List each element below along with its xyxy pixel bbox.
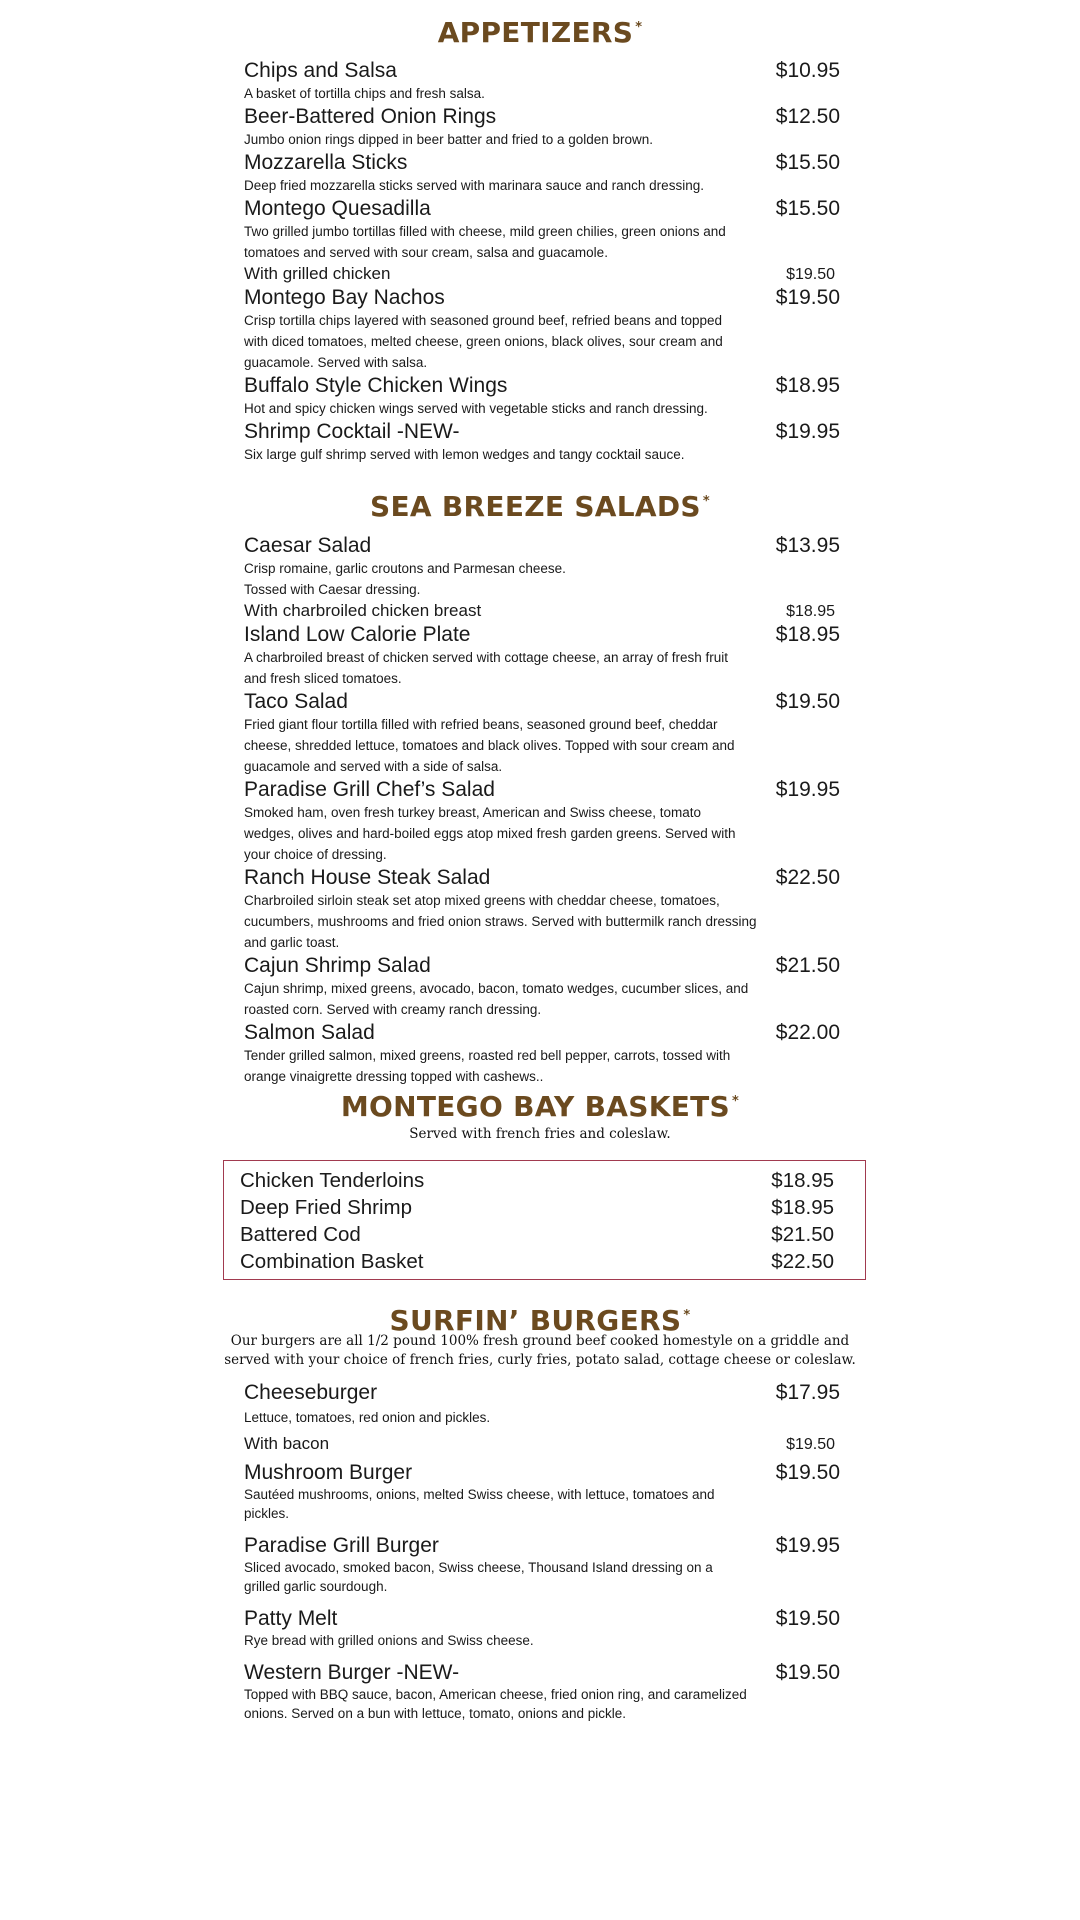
- item-price: $18.95: [771, 1169, 834, 1192]
- salads-list: [244, 533, 840, 1087]
- item-option-name: With charbroiled chicken breast: [244, 601, 482, 620]
- basket-item: [240, 1221, 834, 1248]
- baskets-title-text: MONTEGO BAY BASKETS: [340, 1090, 731, 1123]
- baskets-title: [0, 1090, 1080, 1123]
- item-name: Beer-Battered Onion Rings: [244, 105, 497, 128]
- menu-item: [244, 1660, 840, 1723]
- item-name: Salmon Salad: [244, 1021, 375, 1044]
- item-name: Island Low Calorie Plate: [244, 623, 471, 646]
- burgers-title-star: *: [683, 1308, 691, 1323]
- item-price: $19.95: [775, 778, 840, 801]
- appetizers-list: [244, 58, 840, 465]
- item-name: Combination Basket: [240, 1250, 424, 1273]
- menu-item: [244, 1533, 840, 1596]
- item-name: Taco Salad: [244, 690, 348, 713]
- basket-item: [240, 1248, 834, 1275]
- item-description: A basket of tortilla chips and fresh salsa.: [244, 86, 485, 101]
- menu-item: [244, 533, 840, 622]
- appetizers-title-star: *: [635, 20, 643, 35]
- item-name: Mushroom Burger: [244, 1461, 413, 1484]
- item-price: $19.95: [775, 420, 840, 443]
- basket-item: [240, 1194, 834, 1221]
- item-price: $10.95: [775, 59, 840, 82]
- baskets-subtitle: Served with french fries and coleslaw.: [409, 1126, 671, 1142]
- item-description: Sautéed mushrooms, onions, melted Swiss cheese, with lettuce, tomatoes and pickles.: [244, 1487, 715, 1521]
- item-option-name: With bacon: [244, 1434, 330, 1453]
- item-name: Ranch House Steak Salad: [244, 866, 491, 889]
- item-description: Hot and spicy chicken wings served with vegetable sticks and ranch dressing.: [244, 401, 708, 416]
- item-description: Deep fried mozzarella sticks served with marinara sauce and ranch dressing.: [244, 178, 704, 193]
- item-description: Lettuce, tomatoes, red onion and pickles.: [244, 1410, 491, 1425]
- salads-title: [0, 490, 1080, 523]
- item-option-price: $18.95: [786, 603, 835, 620]
- item-description: Sliced avocado, smoked bacon, Swiss cheese, Thousand Island dressing on a grilled garlic sourdough.: [244, 1560, 713, 1594]
- menu-item: [244, 285, 840, 373]
- item-price: $19.50: [775, 286, 840, 309]
- menu-item: [244, 419, 840, 465]
- item-price: $19.95: [775, 1534, 840, 1557]
- item-description: Smoked ham, oven fresh turkey breast, American and Swiss cheese, tomato wedges, olives and hard-boiled eggs atop mixed fresh garden greens. Served with your choice of dressing.: [244, 805, 736, 862]
- menu-item: [244, 373, 840, 419]
- salads-title-star: *: [702, 494, 710, 509]
- menu-item: [244, 777, 840, 865]
- item-price: $22.50: [771, 1250, 834, 1273]
- menu-item: [244, 865, 840, 953]
- burgers-list: [244, 1380, 840, 1723]
- item-name: Paradise Grill Chef’s Salad: [244, 778, 495, 801]
- menu-item: [244, 1460, 840, 1523]
- menu-item: [244, 150, 840, 196]
- item-description: Rye bread with grilled onions and Swiss cheese.: [244, 1633, 534, 1648]
- item-price: $21.50: [771, 1223, 834, 1246]
- item-price: $22.00: [775, 1021, 840, 1044]
- appetizers-title-text: APPETIZERS: [437, 16, 634, 49]
- item-description: Six large gulf shrimp served with lemon wedges and tangy cocktail sauce.: [244, 447, 685, 462]
- item-price: $12.50: [775, 105, 840, 128]
- item-price: $18.95: [771, 1196, 834, 1219]
- item-name: Caesar Salad: [244, 534, 372, 557]
- item-name: Montego Quesadilla: [244, 197, 431, 220]
- item-option-name: With grilled chicken: [244, 264, 391, 283]
- item-name: Patty Melt: [244, 1607, 338, 1630]
- item-name: Western Burger -NEW-: [244, 1661, 460, 1684]
- item-price: $13.95: [775, 534, 840, 557]
- item-description: Crisp tortilla chips layered with seasoned ground beef, refried beans and topped with diced tomatoes, melted cheese, green onions, black olives, sour cream and guacamole. Served with salsa.: [244, 313, 723, 370]
- burgers-subtitle-line: Our burgers are all 1/2 pound 100% fresh ground beef cooked homestyle on a griddle and: [230, 1333, 850, 1349]
- baskets-box: [223, 1160, 866, 1280]
- burgers-title-text: SURFIN’ BURGERS: [389, 1304, 682, 1337]
- item-price: $22.50: [775, 866, 840, 889]
- menu-item: [244, 689, 840, 777]
- item-option-price: $19.50: [786, 266, 835, 283]
- item-price: $17.95: [775, 1381, 840, 1404]
- item-description: Cajun shrimp, mixed greens, avocado, bacon, tomato wedges, cucumber slices, and roasted corn. Served with creamy ranch dressing.: [244, 981, 749, 1017]
- item-description: Tender grilled salmon, mixed greens, roasted red bell pepper, carrots, tossed with orange vinaigrette dressing topped with cashews..: [244, 1048, 731, 1084]
- item-option-price: $19.50: [786, 1436, 835, 1453]
- item-description: Fried giant flour tortilla filled with refried beans, seasoned ground beef, cheddar cheese, shredded lettuce, tomatoes and black olives. Topped with sour cream and guacamole and served with a side of salsa.: [244, 717, 735, 774]
- item-price: $21.50: [775, 954, 840, 977]
- item-name: Mozzarella Sticks: [244, 151, 408, 174]
- menu-item: [244, 622, 840, 689]
- menu-item: [244, 58, 840, 104]
- item-price: $19.50: [775, 1661, 840, 1684]
- item-price: $19.50: [775, 1607, 840, 1630]
- item-name: Chicken Tenderloins: [240, 1169, 425, 1192]
- menu-item: [244, 1380, 840, 1455]
- item-description: Charbroiled sirloin steak set atop mixed greens with cheddar cheese, tomatoes, cucumbers, mushrooms and fried onion straws. Served with buttermilk ranch dressing and garlic toast.: [244, 893, 757, 950]
- item-description: Topped with BBQ sauce, bacon, American cheese, fried onion ring, and caramelized onions. Served on a bun with lettuce, tomato, onions and pickle.: [244, 1687, 747, 1721]
- item-name: Cajun Shrimp Salad: [244, 954, 431, 977]
- item-name: Shrimp Cocktail -NEW-: [244, 420, 460, 443]
- item-name: Battered Cod: [240, 1223, 361, 1246]
- item-price: $18.95: [775, 374, 840, 397]
- item-name: Chips and Salsa: [244, 59, 397, 82]
- item-name: Paradise Grill Burger: [244, 1534, 439, 1557]
- item-name: Deep Fried Shrimp: [240, 1196, 413, 1219]
- menu-item: [244, 104, 840, 150]
- item-name: Montego Bay Nachos: [244, 286, 445, 309]
- item-price: $18.95: [775, 623, 840, 646]
- salads-title-text: SEA BREEZE SALADS: [369, 490, 701, 523]
- item-price: $15.50: [775, 197, 840, 220]
- item-price: $19.50: [775, 690, 840, 713]
- burgers-subtitle-line: served with your choice of french fries, curly fries, potato salad, cottage cheese or coleslaw.: [224, 1352, 856, 1368]
- menu-item: [244, 1606, 840, 1650]
- item-name: Cheeseburger: [244, 1381, 378, 1404]
- basket-item: [240, 1167, 834, 1194]
- item-description: Two grilled jumbo tortillas filled with cheese, mild green chilies, green onions and tomatoes and served with sour cream, salsa and guacamole.: [244, 224, 726, 260]
- baskets-title-star: *: [732, 1094, 740, 1109]
- item-description: A charbroiled breast of chicken served with cottage cheese, an array of fresh fruit and fresh sliced tomatoes.: [244, 650, 729, 686]
- menu-item: [244, 196, 840, 285]
- item-price: $19.50: [775, 1461, 840, 1484]
- item-price: $15.50: [775, 151, 840, 174]
- item-description: Crisp romaine, garlic croutons and Parmesan cheese. Tossed with Caesar dressing.: [244, 561, 566, 597]
- item-name: Buffalo Style Chicken Wings: [244, 374, 508, 397]
- item-description: Jumbo onion rings dipped in beer batter and fried to a golden brown.: [244, 132, 654, 147]
- menu-item: [244, 953, 840, 1020]
- appetizers-title: [0, 16, 1080, 49]
- burgers-subtitle: [0, 1332, 1080, 1370]
- menu-item: [244, 1020, 840, 1087]
